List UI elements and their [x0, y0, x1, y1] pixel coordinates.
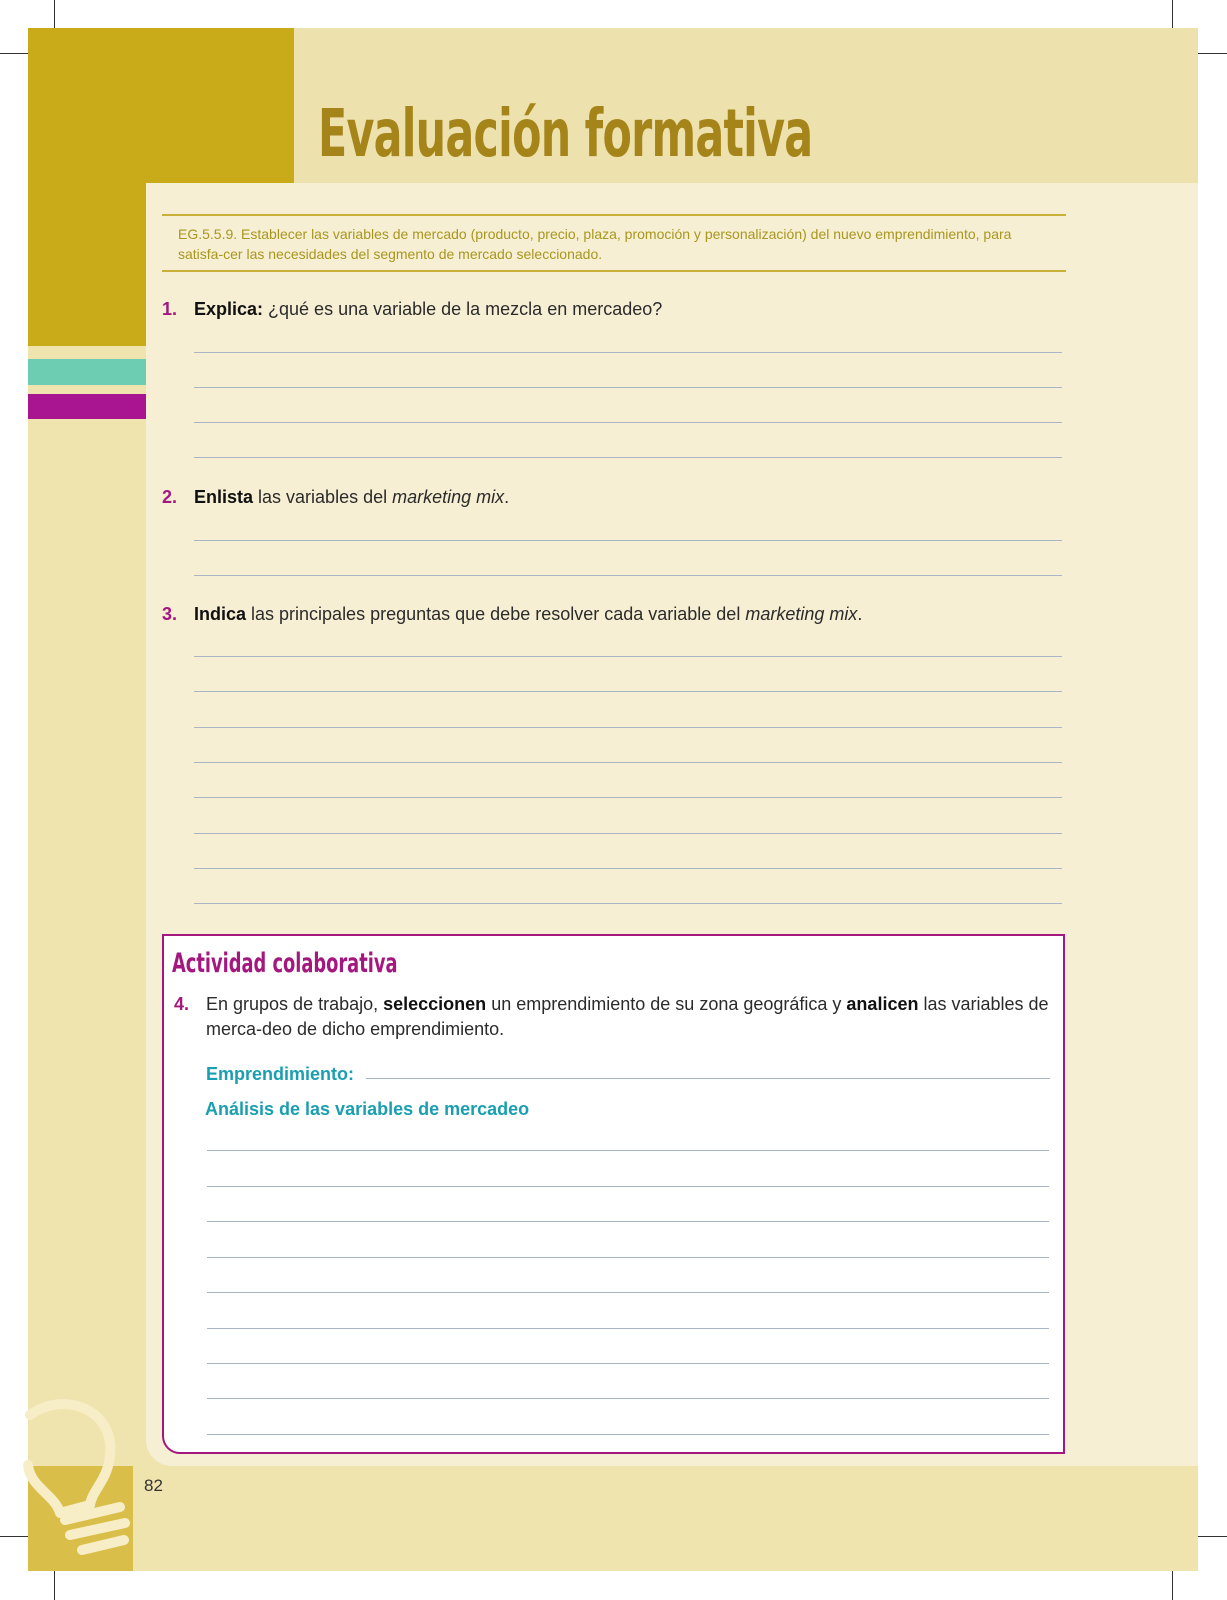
question-verb: Explica:	[194, 299, 264, 319]
answer-line[interactable]	[207, 1292, 1049, 1293]
answer-line[interactable]	[207, 1186, 1049, 1187]
answer-line[interactable]	[194, 762, 1062, 763]
question-verb: Indica	[194, 604, 247, 624]
answer-line[interactable]	[207, 1363, 1049, 1364]
question-4	[174, 992, 1054, 1042]
crop-mark	[1198, 53, 1227, 54]
question-text: un emprendimiento de su zona geográfica y	[486, 994, 847, 1014]
question-number: 2.	[162, 487, 178, 507]
answer-line[interactable]	[207, 1328, 1049, 1329]
question-text-end: .	[857, 604, 863, 624]
question-verb: Enlista	[194, 487, 254, 507]
venture-answer-line[interactable]	[366, 1078, 1050, 1079]
collaborative-activity-title: Actividad colaborativa	[172, 948, 398, 979]
question-text: ¿qué es una variable de la mezcla en mercadeo?	[263, 299, 663, 319]
crop-mark	[54, 0, 55, 28]
answer-line[interactable]	[194, 656, 1062, 657]
teal-accent-bar	[28, 359, 146, 385]
answer-line[interactable]	[207, 1257, 1049, 1258]
question-1	[162, 299, 662, 320]
question-3	[162, 604, 862, 625]
question-italic: marketing mix	[392, 487, 505, 507]
crop-mark	[1198, 1536, 1227, 1537]
question-text-end: .	[504, 487, 510, 507]
crop-mark	[54, 1571, 55, 1600]
question-text: las variables de merca-deo de dicho emprendimiento.	[206, 994, 1049, 1039]
learning-objective: EG.5.5.9. Establecer las variables de mercado (producto, precio, plaza, promoción y personalización) del nuevo emprendimiento, para satisfa-cer las necesidades del segmento de mercado seleccionado.	[162, 214, 1066, 272]
magenta-accent-bar	[28, 394, 146, 419]
answer-line[interactable]	[194, 797, 1062, 798]
answer-line[interactable]	[194, 457, 1062, 458]
question-number: 4.	[174, 994, 190, 1014]
crop-mark	[1172, 0, 1173, 28]
question-verb: seleccionen	[383, 994, 487, 1014]
question-2	[162, 487, 509, 508]
answer-line[interactable]	[207, 1150, 1049, 1151]
answer-line[interactable]	[194, 691, 1062, 692]
answer-line[interactable]	[194, 868, 1062, 869]
footer-band	[28, 1466, 1198, 1571]
question-italic: marketing mix	[745, 604, 858, 624]
answer-line[interactable]	[194, 575, 1062, 576]
crop-mark	[1172, 1571, 1173, 1600]
answer-line[interactable]	[194, 833, 1062, 834]
question-text: las variables del	[253, 487, 393, 507]
answer-line[interactable]	[194, 352, 1062, 353]
question-number: 1.	[162, 299, 178, 319]
crop-mark	[0, 53, 28, 54]
answer-line[interactable]	[194, 387, 1062, 388]
answer-line[interactable]	[194, 903, 1062, 904]
answer-line[interactable]	[207, 1434, 1049, 1435]
question-verb: analicen	[846, 994, 919, 1014]
question-number: 3.	[162, 604, 178, 624]
answer-line[interactable]	[194, 727, 1062, 728]
page-title: Evaluación formativa	[318, 95, 813, 172]
answer-line[interactable]	[207, 1221, 1049, 1222]
analysis-label: Análisis de las variables de mercadeo	[205, 1099, 530, 1119]
answer-line[interactable]	[194, 422, 1062, 423]
venture-field-label: Emprendimiento:	[206, 1064, 355, 1084]
lightbulb-icon	[20, 1395, 160, 1560]
answer-line[interactable]	[194, 540, 1062, 541]
question-text: las principales preguntas que debe resolver cada variable del	[246, 604, 746, 624]
question-text: En grupos de trabajo,	[206, 994, 384, 1014]
page-number: 82	[144, 1476, 163, 1495]
answer-line[interactable]	[207, 1398, 1049, 1399]
